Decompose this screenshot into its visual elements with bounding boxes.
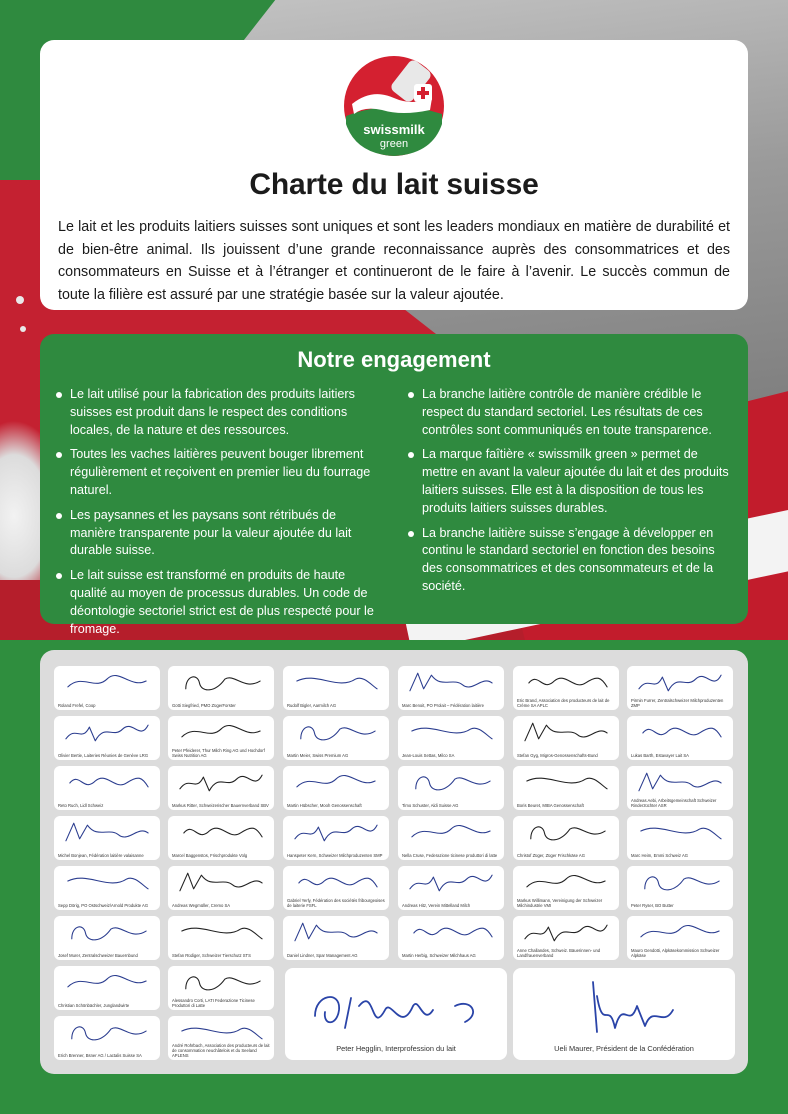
signatory-name: Josef Murer, Zentralschweizer Bauernbund (58, 953, 138, 958)
engagement-card (40, 334, 748, 636)
signature-mark (62, 1019, 152, 1045)
signatory-name: Martin Hübscher, Mooh Genossenschaft (287, 803, 362, 808)
page-title: Charte du lait suisse (249, 168, 539, 201)
signature-mark (406, 769, 496, 795)
signature-mark (291, 869, 381, 895)
featured-signature (285, 968, 507, 1060)
signature-tile (168, 666, 274, 710)
signatory-name: Marcel Baggenstos, Frischprodukte Volg (172, 853, 248, 858)
signatory-name: Gabriel Yerly, Fédération des sociétés fribourgeoises de laiterie FSFL (287, 898, 385, 908)
featured-signature-mark (305, 976, 487, 1040)
signatory-name: Reto Ruch, Lidl Schweiz (58, 803, 104, 808)
signatory-name: Alessandro Corti, LATI Federazione Ticinese Produttori di Latte (172, 998, 255, 1008)
signature-tile (54, 716, 160, 760)
signature-tile (513, 766, 619, 810)
signature-mark (176, 969, 266, 995)
signatures-panel (40, 650, 748, 1074)
signature-tile (627, 816, 733, 860)
signature-tile (168, 866, 274, 910)
signature-tile (513, 916, 619, 960)
signatory-name: Rudolf Bigler, Aarmilch AG (287, 703, 337, 708)
signature-mark (62, 819, 152, 845)
list-item: Le lait utilisé pour la fabrication des produits laitiers suisses est produit dans le respect des conditions locales, de la nature et des ressources. (54, 386, 382, 439)
signature-mark (406, 919, 496, 945)
logo-brand: swissmilk (363, 122, 425, 137)
signatory-name: Eric Brand, Association des producteurs de lait de Crème SA APLC (517, 698, 610, 708)
signatory-name: Andreas Aebi, Arbeitsgemeinschaft Schweizer Rinderzüchter ASR (631, 798, 717, 808)
intro-text: Le lait et les produits laitiers suisses sont uniques et sont les leaders mondiaux en matière de durabilité et de bien-être animal. Ils jouissent d’une grande reconnaissance auprès des consommatrices et des consommateurs en Suisse et à l’étranger et continueront de le faire à l’avenir. Le succès commun de toute la filière est assuré par une stratégie basée sur la valeur ajoutée. (58, 219, 730, 303)
signature-mark (406, 819, 496, 845)
list-item: La branche laitière suisse s’engage à développer en continu le standard sectoriel en fonction des besoins des consommatrices et des consommateurs et de la société. (406, 525, 736, 596)
signatory-name: Peter Pfeiderer, Thur Milch Ring AG und Hochdorf Swiss Nutrition AG (172, 748, 265, 758)
signature-mark (62, 919, 152, 945)
signatory-name: Andreas Wegmüller, Cremo SA (172, 903, 231, 908)
signature-tile (283, 816, 389, 860)
list-item: Les paysannes et les paysans sont rétribués de manière transparente pour la valeur ajoutée du lait durable suisse. (54, 507, 382, 560)
signature-tile (627, 666, 733, 710)
signatory-name: Peter Ryser, BO Butter (631, 903, 674, 908)
featured-signature-mark (533, 976, 715, 1040)
signature-mark (521, 819, 611, 845)
list-item: Le lait suisse est transformé en produits de haute qualité au moyen de processus durables. Un code de déontologie sectoriel strict est de plus respecté pour le fromage. (54, 567, 382, 638)
signature-mark (62, 869, 152, 895)
signatory-name: Anne Challandes, Schweiz. Bäuerinnen- und Landfrauenverband (517, 948, 601, 958)
signature-tile (168, 816, 274, 860)
signature-mark (406, 719, 496, 745)
signatory-name: Jean-Louis Settas, Milco SA (402, 753, 455, 758)
signature-mark (176, 719, 266, 745)
signatory-name: Michel Bonjean, Fédération laitière valaisanne (58, 853, 144, 858)
signature-tile (398, 666, 504, 710)
signature-mark (635, 719, 725, 745)
signatory-name: Hanspeter Kern, Schweizer Milchproduzenten SMP (287, 853, 383, 858)
signature-tile (283, 866, 389, 910)
signatory-name: Pirmin Furrer, Zentralschweizer Milchproduzenten ZMP (631, 698, 724, 708)
signature-mark (176, 669, 266, 695)
signature-mark (406, 669, 496, 695)
signature-tile (54, 916, 160, 960)
signature-tile (627, 716, 733, 760)
featured-signatory-name: Ueli Maurer, Président de la Confédération (554, 1044, 694, 1053)
signature-tile (513, 816, 619, 860)
signatory-name: Martin Meier, Swiss Premium AG (287, 753, 349, 758)
signature-mark (521, 869, 611, 895)
signature-tile (283, 666, 389, 710)
signature-mark (62, 719, 152, 745)
signatory-name: Mauro Gendotti, Alpkäsekommission Schweizer Alpkäse (631, 948, 720, 958)
signatory-name: Olivier Bertie, Laiteries Réunies de Genève LRG (58, 753, 149, 758)
engagement-list-left (54, 386, 382, 645)
signature-tile (168, 966, 274, 1010)
signatory-name: Stefan Gyg, Migros-Genossenschafts-Bund (517, 753, 598, 758)
signature-tile (283, 716, 389, 760)
list-item: La marque faîtière « swissmilk green » permet de mettre en avant la valeur ajoutée du lait et des produits laitiers suisses. Elle est à la disposition de tous les produits laitiers suisses durables. (406, 446, 736, 517)
signature-tile (54, 866, 160, 910)
signature-mark (176, 869, 266, 895)
signatory-name: Daniel Lindner, Spar Management AG (287, 953, 358, 958)
signature-tile (513, 666, 619, 710)
signature-tile (627, 916, 733, 960)
signatory-name: Timo Schuster, Aldi Suisse AG (402, 803, 459, 808)
signature-tile (54, 816, 160, 860)
signatory-name: Sepp Dörig, PO Ostschweiz/Arnold Produkte AG (58, 903, 149, 908)
signatory-name: Boris Beuret, MIBA Genossenschaft (517, 803, 584, 808)
signatory-name: Martin Herbig, Schweizer Milchhaus AG (402, 953, 476, 958)
signature-mark (176, 1019, 266, 1045)
signatory-name: Marc Heim, Emmi Schweiz AG (631, 853, 689, 858)
signatory-name: Roland Frefel, Coop (58, 703, 96, 708)
signature-mark (62, 669, 152, 695)
list-item: La branche laitière contrôle de manière crédible le respect du standard sectoriel. Les résultats de ces contrôles sont communiqués en toute transparence. (406, 386, 736, 439)
swissmilk-green-logo (342, 54, 446, 158)
signature-mark (635, 669, 725, 695)
signature-mark (176, 769, 266, 795)
signature-tile (168, 916, 274, 960)
signature-mark (291, 819, 381, 845)
signature-mark (291, 669, 381, 695)
signature-mark (406, 869, 496, 895)
signature-mark (62, 769, 152, 795)
signature-tile (627, 866, 733, 910)
signature-mark (521, 919, 611, 945)
signatory-name: Nella Cruse, Federazione ticinese produttori di latte (402, 853, 498, 858)
signature-tile (398, 766, 504, 810)
signature-mark (176, 919, 266, 945)
signature-mark (521, 669, 611, 695)
signature-tile (54, 666, 160, 710)
signature-mark (176, 819, 266, 845)
signature-tile (283, 916, 389, 960)
signature-mark (291, 919, 381, 945)
signature-mark (521, 719, 611, 745)
signature-tile (398, 716, 504, 760)
signatory-name: Andreas Hitz, Verein Mittelland Milch (402, 903, 471, 908)
signature-tile (398, 816, 504, 860)
signature-mark (62, 969, 152, 995)
signatory-name: Lukas Barth, Estavayer Lait SA (631, 753, 689, 758)
signature-tile (513, 716, 619, 760)
signature-mark (635, 869, 725, 895)
signature-mark (635, 819, 725, 845)
signature-mark (635, 769, 725, 795)
signatory-name: Markus Willimann, Vereinigung der Schweizer Milchindustrie VMI (517, 898, 603, 908)
signature-tile (54, 966, 160, 1010)
signatory-name: Christian Schönbächler, Junglandwirte (58, 1003, 130, 1008)
signature-tile (168, 766, 274, 810)
signatory-name: Marc Benoit, PO Prolait – Fédération laitière (402, 703, 484, 708)
signature-tile (283, 766, 389, 810)
featured-signature (513, 968, 735, 1060)
signatory-name: Christof Züger, Züger Frischkäse AG (517, 853, 585, 858)
signature-mark (635, 919, 725, 945)
signature-mark (291, 769, 381, 795)
signatory-name: Markus Ritter, Schweizerischer Bauernverband SBV (172, 803, 269, 808)
signature-tile (627, 766, 733, 810)
list-item: Toutes les vaches laitières peuvent bouger librement régulièrement et reçoivent en premier lieu du fourrage naturel. (54, 446, 382, 499)
header-card (40, 40, 748, 310)
engagement-list-right (406, 386, 736, 603)
engagement-title: Notre engagement (297, 347, 491, 372)
signature-mark (291, 719, 381, 745)
signature-mark (521, 769, 611, 795)
signatory-name: Gotti Siegfried, PMO ZügerForster (172, 703, 236, 708)
featured-signatory-name: Peter Hegglin, Interprofession du lait (336, 1044, 456, 1053)
signature-tile (54, 766, 160, 810)
signatory-name: Stefan Rüdiger, Schweizer Tierschutz STS (172, 953, 251, 958)
signature-tile (168, 716, 274, 760)
signature-tile (398, 916, 504, 960)
signature-tile (54, 1016, 160, 1060)
signature-tile (513, 866, 619, 910)
signatory-name: André Rohrbach, Association des producteurs de lait de consommation neuchâtelois et du Seeland APLENS (172, 1043, 270, 1058)
signatory-name: Erich Brenner, Bsner AG / Lactalis Suisse SA (58, 1053, 142, 1058)
signature-tile (168, 1016, 274, 1060)
signature-tile (398, 866, 504, 910)
logo-sub: green (379, 138, 409, 150)
